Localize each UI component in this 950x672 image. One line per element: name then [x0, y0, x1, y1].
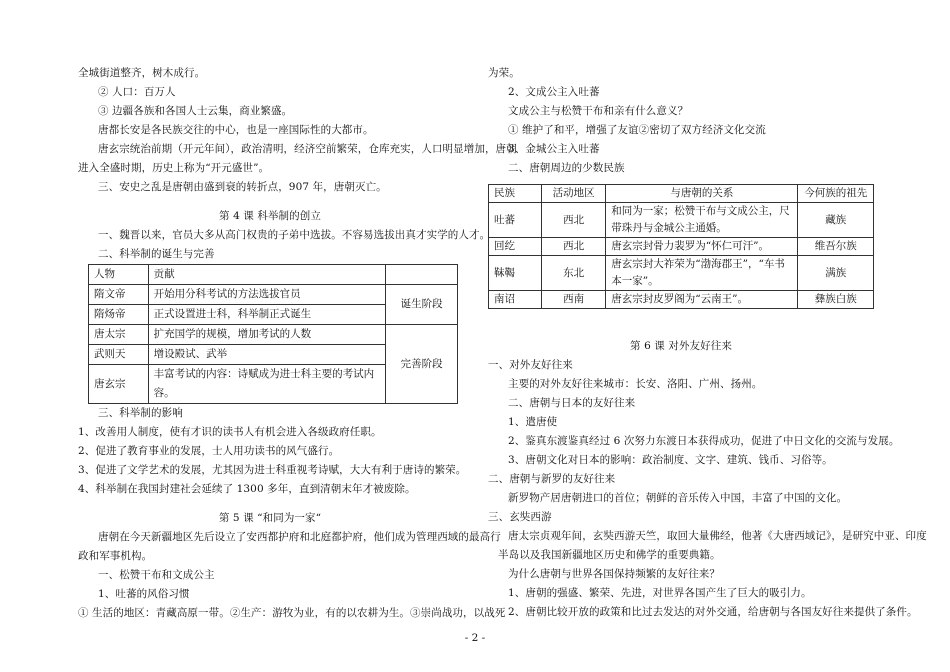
text-line: 新罗物产居唐朝进口的首位；朝鲜的音乐传入中国，丰富了中国的文化。: [508, 492, 848, 504]
contribution-cell: 开始用分科考试的方法选拔官员: [148, 285, 386, 305]
text-line: 1、遣唐使: [508, 416, 558, 428]
ethnic-name-cell: 南诏: [489, 291, 542, 309]
text-line: 一、魏晋以来，官员大多从高门权贵的子弟中选拔。不容易选拔出真才实学的人才。: [98, 229, 491, 241]
stage-cell: 诞生阶段: [386, 285, 458, 325]
region-cell: 西南: [541, 291, 605, 309]
table-header-cell: 民族: [489, 185, 542, 203]
contribution-cell: 丰富考试的内容：诗赋成为进士科主要的考试内容。: [148, 365, 386, 404]
contribution-cell: 正式设置进士科，科举制正式诞生: [148, 305, 386, 325]
text-line: 三、科举制的影响: [98, 407, 183, 419]
text-line: 4、科举制在我国封建社会延续了 1300 多年，直到清朝末年才被废除。: [78, 483, 416, 495]
text-line: 二、唐朝周边的少数民族: [508, 162, 625, 174]
ethnic-groups-table: [488, 184, 874, 309]
person-cell: 唐玄宗: [89, 365, 149, 404]
text-line: 1、改善用人制度，使有才识的读书人有机会进入各级政府任职。: [78, 426, 382, 438]
text-line: 二、唐朝与新罗的友好往来: [488, 473, 616, 485]
text-line: 进入全盛时期，历史上称为“开元盛世”。: [78, 162, 270, 174]
contribution-cell: 增设殿试、武举: [148, 345, 386, 365]
text-line: 1、吐蕃的风俗习惯: [98, 588, 190, 600]
person-cell: 武则天: [89, 345, 149, 365]
ethnic-name-cell: 吐蕃: [489, 203, 542, 238]
text-line: 唐朝在今天新疆地区先后设立了安西都护府和北庭都护府，他们成为管理西域的最高行: [98, 531, 501, 543]
text-line: 2、文成公主入吐蕃: [508, 86, 600, 98]
text-line: 一、松赞干布和文成公主: [98, 569, 215, 581]
text-line: 二、唐朝与日本的友好往来: [508, 397, 636, 409]
text-line: 3、唐朝文化对日本的影响：政治制度、文字、建筑、钱币、习俗等。: [508, 454, 833, 466]
text-line: 三、安史之乱是唐朝由盛到衰的转折点，907 年，唐朝灭亡。: [98, 181, 387, 193]
ancestor-cell: 藏族: [798, 203, 874, 238]
lesson-5-title: 第 5 课 “和同为一家“: [218, 512, 322, 524]
text-line: ① 维护了和平，增强了友谊②密切了双方经济文化交流: [508, 124, 766, 136]
table-header-cell: 贡献: [148, 265, 386, 285]
ancestor-cell: 彝族白族: [798, 291, 874, 309]
text-line: 主要的对外友好往来城市：长安、洛阳、广州、扬州。: [508, 378, 763, 390]
table-header-cell: 活动地区: [541, 185, 605, 203]
table-row: [489, 256, 874, 291]
lesson-4-title: 第 4 课 科举制的创立: [219, 210, 321, 222]
table-row: [489, 203, 874, 238]
text-line: 3、促进了文学艺术的发展，尤其因为进士科重视考诗赋，大大有利于唐诗的繁荣。: [78, 464, 467, 476]
text-line: ① 生活的地区：青藏高原一带。②生产：游牧为业，有的以农耕为生。③崇尚战功，以战死: [78, 607, 506, 619]
relation-cell: 唐玄宗封大祚荣为“渤海郡王”，“车书本一家”。: [606, 256, 798, 291]
ethnic-name-cell: 回纥: [489, 238, 542, 256]
table-row: [489, 291, 874, 309]
right-column: [488, 64, 927, 622]
table-row: [89, 285, 458, 305]
region-cell: 西北: [541, 203, 605, 238]
table-header-cell: [386, 265, 458, 285]
lesson-6-body: [488, 356, 927, 622]
text-line: 三、玄奘西游: [488, 511, 552, 523]
lesson-6-title: 第 6 课 对外友好往来: [630, 340, 732, 352]
exam-system-table: [88, 264, 458, 404]
text-line: 政和军事机构。: [78, 550, 153, 562]
ancestor-cell: 满族: [798, 256, 874, 291]
text-line: 全城街道整齐，树木成行。: [78, 67, 206, 79]
table-header-cell: 今何族的祖先: [798, 185, 874, 203]
text-line: 一、对外友好往来: [488, 359, 573, 371]
person-cell: 隋文帝: [89, 285, 149, 305]
person-cell: 唐太宗: [89, 325, 149, 345]
text-line: 为什么唐朝与世界各国保持频繁的友好往来？: [508, 568, 720, 580]
relation-cell: 唐玄宗封骨力裴罗为“怀仁可汗”。: [606, 238, 798, 256]
text-line: 2、促进了教育事业的发展，士人用功读书的风气盛行。: [78, 445, 340, 457]
text-line: 唐都长安是各民族交往的中心，也是一座国际性的大都市。: [98, 124, 374, 136]
table-header-row: [89, 265, 458, 285]
text-line: 文成公主与松赞干布和亲有什么意义？: [508, 105, 689, 117]
table-header-row: [489, 185, 874, 203]
text-line: 1、唐朝的强盛、繁荣、先进，对世界各国产生了巨大的吸引力。: [508, 587, 812, 599]
text-line: 二、科举制的诞生与完善: [98, 248, 215, 260]
text-line: 2、鉴真东渡鉴真经过 6 次努力东渡日本获得成功，促进了中日文化的交流与发展。: [508, 435, 900, 447]
text-line: ③ 边疆各族和各国人士云集，商业繁盛。: [98, 105, 293, 117]
text-line: 半岛以及我国新疆地区历史和佛学的重要典籍。: [498, 549, 721, 561]
relation-cell: 唐玄宗封皮罗阁为“云南王”。: [606, 291, 798, 309]
region-cell: 东北: [541, 256, 605, 291]
text-line: 唐太宗贞观年间，玄奘西游天竺，取回大量佛经，他著《大唐西域记》，是研究中亚、印度: [508, 530, 927, 542]
text-line: 为荣。: [488, 67, 520, 79]
ancestor-cell: 维吾尔族: [798, 238, 874, 256]
stage-cell: 完善阶段: [386, 325, 458, 404]
region-cell: 西北: [541, 238, 605, 256]
table-header-cell: 人物: [89, 265, 149, 285]
person-cell: 隋炀帝: [89, 305, 149, 325]
text-line: 唐玄宗统治前期（开元年间），政治清明，经济空前繁荣，仓库充实，人口明显增加，唐朝: [98, 143, 517, 155]
table-row: [489, 238, 874, 256]
relation-cell: 和同为一家；松赞干布与文成公主，尺带珠丹与金城公主通婚。: [606, 203, 798, 238]
text-line: 3、金城公主入吐蕃: [508, 143, 600, 155]
text-line: ② 人口：百万人: [98, 86, 176, 98]
page-number: - 2 -: [464, 632, 486, 644]
table-row: [89, 325, 458, 345]
ethnic-name-cell: 靺鞨: [489, 256, 542, 291]
contribution-cell: 扩充国学的规模，增加考试的人数: [148, 325, 386, 345]
table-header-cell: 与唐朝的关系: [606, 185, 798, 203]
text-line: 2、唐朝比较开放的政策和比过去发达的对外交通，给唐朝与各国友好往来提供了条件。: [508, 606, 918, 618]
